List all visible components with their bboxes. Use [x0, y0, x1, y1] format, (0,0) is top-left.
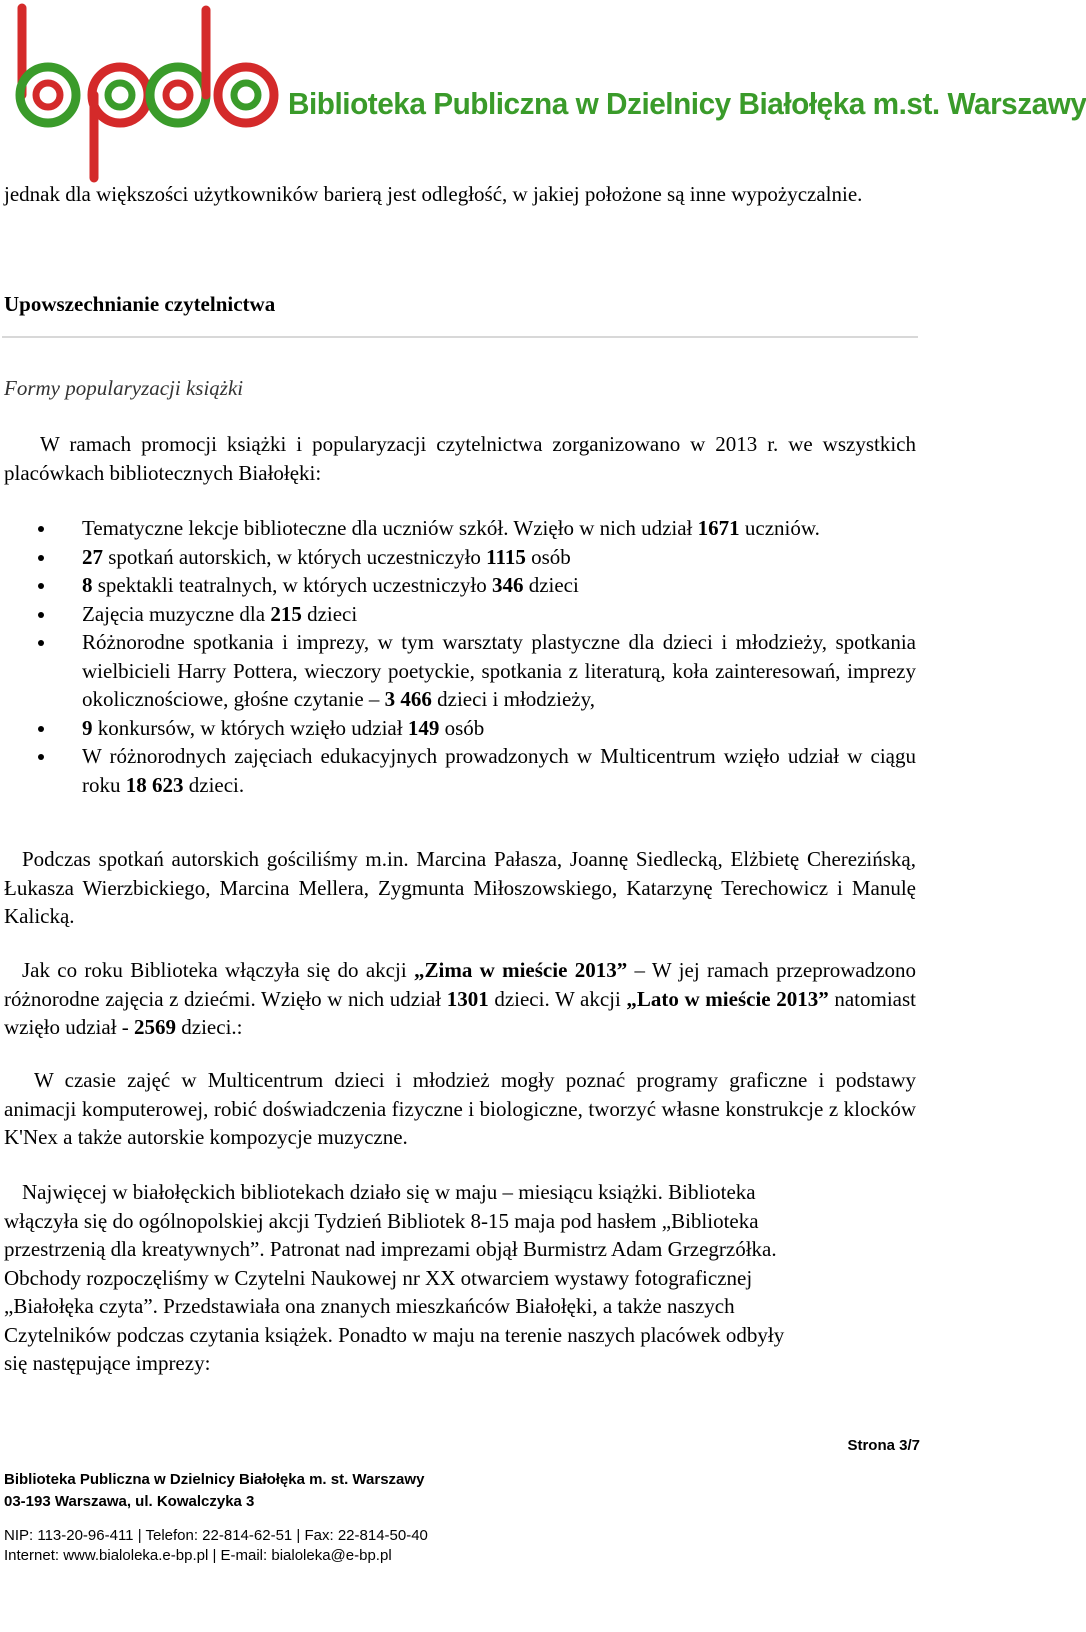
text-line: „Białołęka czyta”. Przedstawiała ona znanych mieszkańców Białołęki, a także naszych	[4, 1294, 735, 1318]
list-item: Różnorodne spotkania i imprezy, w tym warsztaty plastyczne dla dzieci i młodzieży, spotkania wielbicieli Harry Pottera, wieczory poetyckie, spotkania z literaturą, koła zainteresowań, imprezy okolicznościowe, głośne czytanie – 3 466 dzieci i młodzieży,	[2, 628, 916, 714]
bullet-icon	[38, 640, 44, 646]
section-divider	[2, 336, 918, 338]
bullet-icon	[38, 583, 44, 589]
section-heading: Upowszechnianie czytelnictwa	[4, 292, 276, 316]
text-line: włączyła się do ogólnopolskiej akcji Tydzień Bibliotek 8-15 maja pod hasłem „Biblioteka	[4, 1208, 759, 1233]
text-line: Czytelników podczas czytania książek. Ponadto w maju na terenie naszych placówek odbyły	[4, 1322, 785, 1347]
footer-org-name: Biblioteka Publiczna w Dzielnicy Białołęka m. st. Warszawy	[4, 1471, 425, 1488]
text-line: Obchody rozpoczęliśmy w Czytelni Naukowej nr XX otwarciem wystawy fotograficznej	[4, 1265, 753, 1290]
page-number: Strona 3/7	[847, 1437, 920, 1454]
list-item: 9 konkursów, w których wzięło udział 149 osób	[2, 714, 916, 743]
list-item: W różnorodnych zajęciach edukacyjnych prowadzonych w Multicentrum wzięło udział w ciągu roku 18 623 dzieci.	[2, 742, 916, 799]
bullet-icon	[38, 726, 44, 732]
subsection-heading: Formy popularyzacji książki	[4, 376, 244, 400]
list-item: 8 spektakli teatralnych, w których uczestniczyło 346 dzieci	[2, 571, 916, 600]
multicentrum-paragraph: W czasie zajęć w Multicentrum dzieci i młodzież mogły poznać programy graficzne i podstawy animacji komputerowej, robić doświadczenia fizyczne i biologiczne, tworzyć własne konstrukcje z klocków K'Nex a także autorskie kompozycje muzyczne.	[4, 1068, 916, 1149]
footer-address: 03-193 Warszawa, ul. Kowalczyka 3	[4, 1493, 255, 1510]
activities-list	[2, 514, 916, 799]
bullet-icon	[38, 555, 44, 561]
list-item: 27 spotkań autorskich, w których uczestniczyło 1115 osób	[2, 543, 916, 572]
footer-web-email: Internet: www.bialoleka.e-bp.pl | E-mail: bialoleka@e-bp.pl	[4, 1547, 392, 1564]
list-item: Zajęcia muzyczne dla 215 dzieci	[2, 600, 916, 629]
library-logo-icon	[0, 0, 300, 185]
bullet-icon	[38, 612, 44, 618]
may-paragraph	[4, 1178, 916, 1378]
intro-paragraph: W ramach promocji książki i popularyzacji czytelnictwa zorganizowano w 2013 r. we wszystkich placówkach bibliotecznych Białołęki:	[4, 432, 916, 485]
list-item: Tematyczne lekcje biblioteczne dla uczniów szkół. Wzięło w nich udział 1671 uczniów.	[2, 514, 916, 543]
text-line: Najwięcej w białołęckich bibliotekach działo się w maju – miesiącu książki. Biblioteka	[22, 1180, 756, 1204]
authors-paragraph: Podczas spotkań autorskich gościliśmy m.in. Marcina Pałasza, Joannę Siedlecką, Elżbietę Cherezińską, Łukasza Wierzbickiego, Marcina Mellera, Zygmunta Miłoszowskiego, Katarzynę Terechowicz i Manulę Kalicką.	[4, 847, 916, 928]
footer-contact: NIP: 113-20-96-411 | Telefon: 22-814-62-51 | Fax: 22-814-50-40	[4, 1527, 428, 1544]
winter-summer-paragraph: Jak co roku Biblioteka włączyła się do akcji „Zima w mieście 2013” – W jej ramach przeprowadzono różnorodne zajęcia z dziećmi. Wzięło w nich udział 1301 dzieci. W akcji „Lato w mieście 2013” natomiast wzięło udział - 2569 dzieci.:	[4, 958, 916, 1039]
paragraph-continuation: jednak dla większości użytkowników barierą jest odległość, w jakiej położone są inne wypożyczalnie.	[4, 182, 863, 206]
bullet-icon	[38, 526, 44, 532]
bullet-icon	[38, 754, 44, 760]
text-line: się następujące imprezy:	[4, 1351, 211, 1375]
text-line: przestrzenią dla kreatywnych”. Patronat nad imprezami objął Burmistrz Adam Grzegrzółka.	[4, 1237, 777, 1261]
library-name-banner: Biblioteka Publiczna w Dzielnicy Białołęka m.st. Warszawy	[288, 86, 1086, 121]
